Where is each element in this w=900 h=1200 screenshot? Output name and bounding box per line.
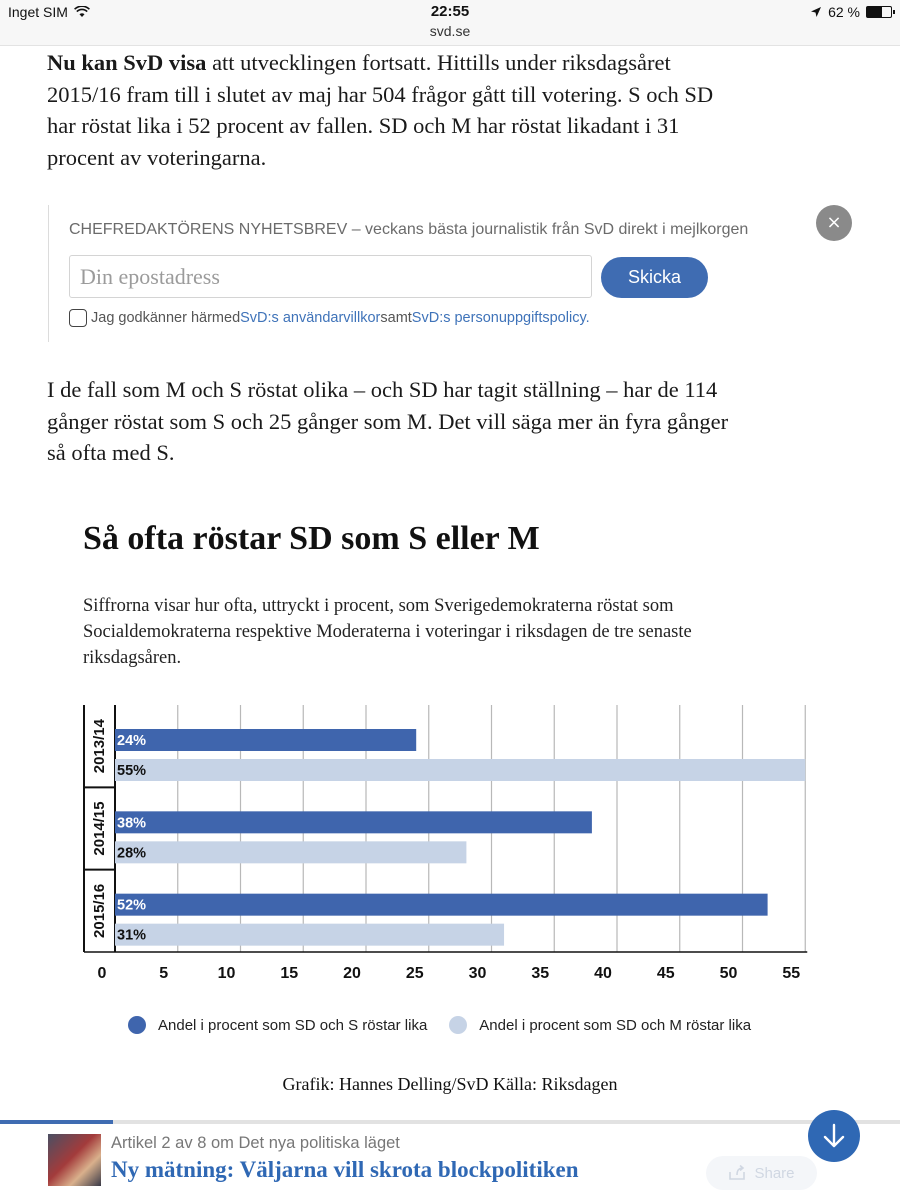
- bar-label-1-2: 31%: [117, 927, 147, 944]
- bar-1-2: [115, 924, 504, 946]
- x-tick-label-0: 0: [97, 965, 107, 982]
- chart-title: Så ofta röstar SD som S eller M: [83, 520, 540, 557]
- x-tick-label-10: 10: [217, 965, 236, 982]
- paragraph-lead: Nu kan SvD visa: [47, 50, 207, 75]
- bar-1-0: [115, 759, 805, 781]
- terms-link[interactable]: SvD:s användarvillkor: [240, 310, 381, 326]
- legend-label-sd-m: Andel i procent som SD och M röstar lika: [479, 1016, 752, 1034]
- battery-icon: [866, 6, 892, 18]
- category-label-1: 2014/15: [91, 801, 108, 856]
- next-article-headline[interactable]: Ny mätning: Väljarna vill skrota blockpolitiken: [111, 1157, 579, 1182]
- share-label: Share: [754, 1164, 795, 1182]
- x-tick-label-55: 55: [782, 965, 801, 982]
- consent-checkbox[interactable]: [69, 309, 87, 327]
- close-icon[interactable]: ×: [816, 205, 852, 241]
- bar-label-1-1: 28%: [117, 845, 147, 862]
- bar-chart: [0, 690, 900, 1000]
- x-tick-label-45: 45: [656, 965, 675, 982]
- share-button[interactable]: [706, 1156, 817, 1190]
- paragraph-text: att utvecklingen fortsatt. Hittills under riksdagsåret 2015/16 fram till i slutet av maj har 504 frågor gått till votering. S och SD har röstat lika i 52 procent av fallen. SD och M har röstat likadant i 31 procent av voteringarna.: [47, 50, 714, 170]
- status-right: [810, 4, 892, 20]
- legend-swatch-sd-m: [449, 1016, 467, 1034]
- chart-legend: [128, 1016, 763, 1034]
- category-label-2: 2015/16: [91, 883, 108, 938]
- email-input[interactable]: [69, 255, 592, 298]
- chart-credit: Grafik: Hannes Delling/SvD Källa: Riksdagen: [282, 1074, 618, 1094]
- newsletter-heading: CHEFREDAKTÖRENS NYHETSBREV – veckans bästa journalistik från SvD direkt i mejlkorgen: [69, 221, 749, 238]
- x-tick-label-20: 20: [343, 965, 361, 982]
- article-paragraph-2: I de fall som M och S röstat olika – och SD har tagit ställning – har de 114 gånger röstat som S och 25 gånger som M. Det vill säga mer än fyra gånger så ofta med S.: [47, 377, 729, 465]
- bar-label-0-1: 38%: [117, 815, 147, 832]
- privacy-policy-link[interactable]: SvD:s personuppgiftspolicy.: [411, 310, 590, 326]
- x-tick-label-40: 40: [594, 965, 612, 982]
- clock: 22:55: [430, 3, 470, 20]
- status-bar: [0, 0, 900, 46]
- legend-item-sd-s: [128, 1016, 427, 1034]
- carrier-label: Inget SIM: [8, 4, 68, 20]
- category-label-0: 2013/14: [91, 719, 108, 774]
- consent-row: [69, 309, 590, 327]
- article-paragraph-1: [47, 47, 747, 173]
- x-tick-label-50: 50: [719, 965, 738, 982]
- battery-percent: 62 %: [828, 4, 860, 20]
- x-tick-label-30: 30: [468, 965, 487, 982]
- article-series-label: Artikel 2 av 8 om Det nya politiska läget: [111, 1134, 400, 1152]
- bar-0-2: [115, 894, 768, 916]
- chart-description: Siffrorna visar hur ofta, uttryckt i procent, som Sverigedemokraterna röstat som Socialdemokraterna respektive Moderaterna i voteringar i riksdagen de tre senaste riksdagsåren.: [83, 596, 692, 668]
- address-bar-url[interactable]: svd.se: [429, 23, 471, 39]
- consent-text-mid: samt: [380, 310, 412, 326]
- bar-0-1: [115, 811, 592, 833]
- scroll-down-button[interactable]: [808, 1110, 860, 1162]
- battery-fill: [867, 7, 882, 17]
- legend-swatch-sd-s: [128, 1016, 146, 1034]
- location-arrow-icon: [810, 6, 822, 18]
- legend-item-sd-m: [449, 1016, 751, 1034]
- x-tick-label-25: 25: [405, 965, 424, 982]
- x-tick-label-15: 15: [280, 965, 299, 982]
- newsletter-signup: [48, 205, 853, 342]
- x-tick-label-35: 35: [531, 965, 550, 982]
- submit-button[interactable]: Skicka: [601, 257, 708, 298]
- legend-label-sd-s: Andel i procent som SD och S röstar lika: [158, 1016, 428, 1034]
- share-icon: [728, 1165, 746, 1181]
- next-article-bar[interactable]: [0, 1124, 900, 1200]
- bar-label-0-0: 24%: [117, 733, 147, 749]
- bar-label-0-2: 52%: [117, 897, 147, 914]
- bar-0-0: [115, 729, 416, 751]
- arrow-down-icon: [822, 1123, 846, 1149]
- x-tick-label-5: 5: [159, 965, 169, 982]
- bar-label-1-0: 55%: [117, 763, 147, 779]
- article-thumbnail[interactable]: [48, 1134, 101, 1186]
- consent-text: Jag godkänner härmed: [91, 310, 241, 326]
- bar-1-1: [115, 841, 466, 863]
